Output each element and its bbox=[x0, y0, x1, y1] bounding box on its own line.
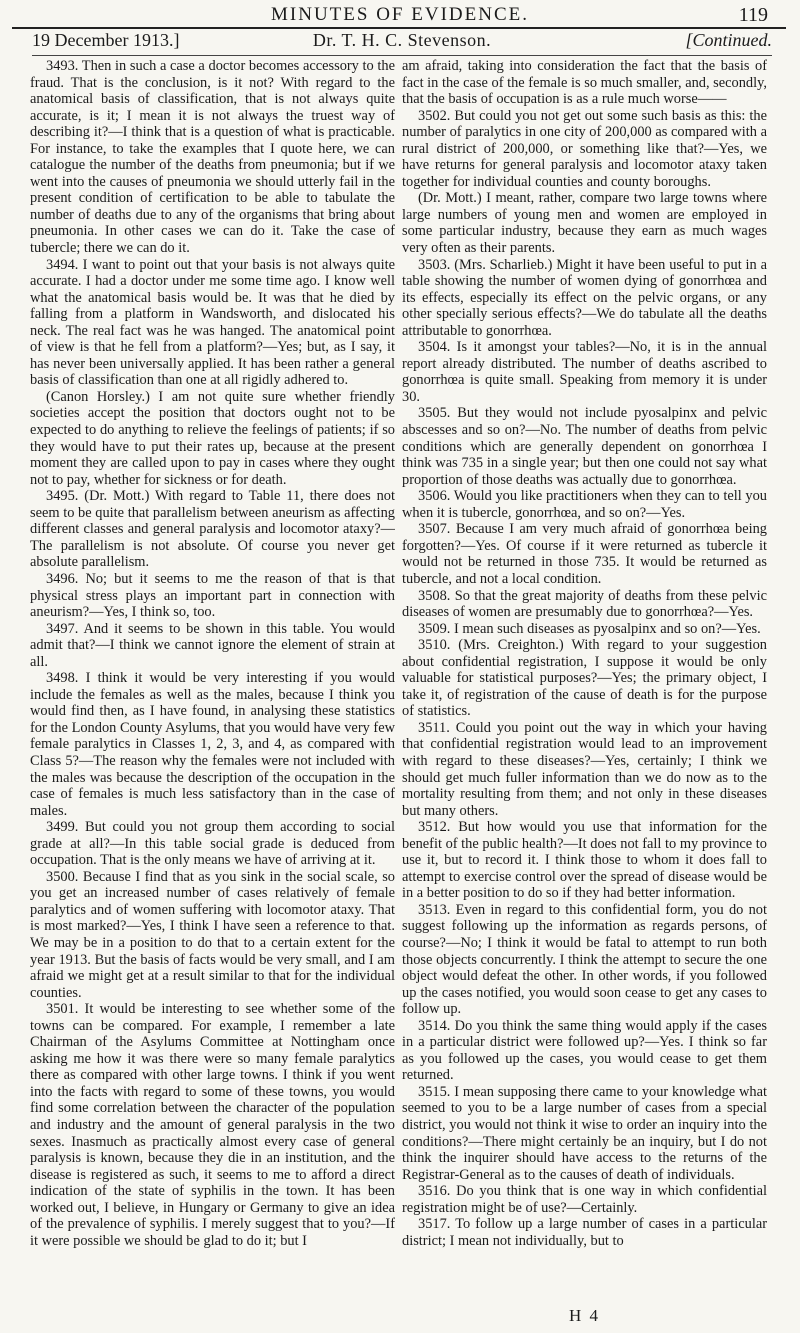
paragraph: 3514. Do you think the same thing would apply if the cases in a particular district were followed up?—Yes. I think so far as you followed up the cases, you would cease to get them returned. bbox=[402, 1017, 767, 1084]
paragraph: am afraid, taking into consideration the fact that the basis of fact in the case of the female is so much smaller, and, secondly, that the basis of occupation is as a rule much worse—— bbox=[402, 58, 767, 108]
paragraph: 3512. But how would you use that information for the benefit of the public health?—It does not fall to my province to use it, but to record it. I think those to whom it does fall to attempt to exercise control over the spread of disease would be in a better position to do so if they had better information. bbox=[402, 819, 767, 902]
header-rule bbox=[12, 27, 786, 29]
paragraph: 3493. Then in such a case a doctor becomes accessory to the fraud. That is the conclusion, is it not? With regard to the anatomical basis of classification, that is not always quite accurate, is it; I mean it is not always the truest way of describing it?—I think that is a question of what is practicable. For instance, to take the examples that I quote here, we can catalogue the number of the deaths from pneumonia; but if we went into the causes of pneumonia we should utterly fail in the present condition of certification to be able to tabulate the number of deaths due to any of the organisms that bring about pneumonia. In other cases we can do it. Take the case of tubercle; there we can do it. bbox=[30, 58, 395, 257]
continued-label: [Continued. bbox=[685, 30, 772, 50]
paragraph: (Dr. Mott.) I meant, rather, compare two large towns where large numbers of young men and women are employed in some particular industry, because they earn as much wages very often as their parents. bbox=[402, 190, 767, 257]
left-column bbox=[30, 58, 395, 1328]
paragraph: 3500. Because I find that as you sink in the social scale, so you get an increased number of cases relatively of female paralytics and of women suffering with locomotor ataxy. That is most marked?—Yes, I think I have seen a reference to that. We may be in a position to do that to a certain extent for the year 1913. But the basis of facts would be very small, and I am afraid we might get at a result similar to that for the individual counties. bbox=[30, 868, 395, 1001]
subheader bbox=[32, 30, 772, 54]
paragraph: 3507. Because I am very much afraid of gonorrhœa being forgotten?—Yes. Of course if it were returned as tubercle it would not be returned in those 735. It would be returned as tubercle, and not a local condition. bbox=[402, 521, 767, 587]
paragraph: 3508. So that the great majority of deaths from these pelvic diseases of women are presumably due to gonorrhœa?—Yes. bbox=[402, 587, 767, 621]
session-date: 19 December 1913.] bbox=[32, 30, 180, 50]
paragraph: 3503. (Mrs. Scharlieb.) Might it have been useful to put in a table showing the number of women dying of gonorrhœa and its effects, especially its effect on the pelvic organs, or any other specially serious effects?—We do tabulate all the deaths attributable to gonorrhœa. bbox=[402, 256, 767, 339]
paragraph: 3502. But could you not get out some such basis as this: the number of paralytics in one city of 200,000 as compared with a rural district of 200,000, or something like that?—Yes, we have returns for general paralysis and locomotor ataxy taken together for individual counties and county boroughs. bbox=[402, 107, 767, 190]
subheader-rule bbox=[32, 55, 772, 56]
paragraph: 3501. It would be interesting to see whether some of the towns can be compared. For example, I remember a late Chairman of the Asylums Committee at Nottingham once asking me how it was there were so many female paralytics there as compared with other large towns. I think if you went into the facts with regard to some of these towns, you would find some correlation between the character of the population and industry and the amount of general paralysis in the two sexes. Inasmuch as practically almost every case of general paralysis is known, because they die in an institution, and the disease is registered as such, it seems to me to afford a direct indication of the state of syphilis in the town. It has been worked out, I believe, in Hungary or Germany to give an idea of the prevalence of syphilis. I merely suggest that to you?—If it were possible we should be glad to do it; but I bbox=[30, 1001, 395, 1249]
paragraph: 3510. (Mrs. Creighton.) With regard to your suggestion about confidential registration, I suppose it would be only valuable for statistical purposes?—Yes; the primary object, I take it, of registration of the cause of death is for the purpose of statistics. bbox=[402, 637, 767, 720]
paragraph: 3495. (Dr. Mott.) With regard to Table 11, there does not seem to be quite that parallelism between aneurism as affecting different classes and general paralysis and locomotor ataxy?—The parallelism is not absolute. Of course you never get absolute parallelism. bbox=[30, 488, 395, 571]
paragraph: 3517. To follow up a large number of cases in a particular district; I mean not individually, but to bbox=[402, 1216, 767, 1249]
paragraph: 3504. Is it amongst your tables?—No, it is in the annual report already distributed. The number of deaths ascribed to gonorrhœa is quite small. Speaking from memory it is under 30. bbox=[402, 339, 767, 405]
paragraph: 3496. No; but it seems to me the reason of that is that physical stress plays an important part in connection with aneurism?—Yes, I think so, too. bbox=[30, 570, 395, 621]
paragraph: 3513. Even in regard to this confidential form, you do not suggest following up the information as regards persons, of course?—No; I think it would be fatal to attempt to run both those objects concurrently. I think the attempt to secure the one object would defeat the other. In other words, if you followed up the cases notified, you would soon cease to get any cases to follow up. bbox=[402, 901, 767, 1018]
paragraph: 3497. And it seems to be shown in this table. You would admit that?—I think we cannot ignore the element of strain at all. bbox=[30, 620, 395, 670]
paragraph: (Canon Horsley.) I am not quite sure whether friendly societies accept the position that doctors ought not to be expected to do anything to relieve the feelings of patients; if so they would have to put their rates up, because at the present moment they are called upon to pay in cases where they ought not to pay, whether for sickness or for death. bbox=[30, 388, 395, 488]
paragraph: 3505. But they would not include pyosalpinx and pelvic abscesses and so on?—No. The number of deaths from pelvic conditions which are generally dependent on gonorrhœa I think was 735 in a single year; but then one could not say what proportion of those deaths was actually due to gonorrhœa. bbox=[402, 405, 767, 488]
paragraph: 3511. Could you point out the way in which your having that confidential registration would lead to an improvement with regard to these diseases?—Yes, certainly; I think we should get much fuller information than we do now as to the mortality resulting from them; and not only in these diseases but many others. bbox=[402, 719, 767, 819]
paragraph: 3509. I mean such diseases as pyosalpinx and so on?—Yes. bbox=[418, 620, 761, 637]
page-number: 119 bbox=[738, 4, 768, 26]
paragraph: 3506. Would you like practitioners when they can to tell you when it is tubercle, gonorrhœa, and so on?—Yes. bbox=[402, 488, 767, 521]
paragraph: 3516. Do you think that is one way in which confidential registration might be of use?—Certainly. bbox=[402, 1183, 767, 1216]
right-column bbox=[402, 58, 767, 1328]
paragraph: 3499. But could you not group them according to social grade at all?—In this table social grade is deduced from occupation. That is the only means we have of arriving at it. bbox=[30, 819, 395, 869]
witness-name: Dr. T. H. C. Stevenson. bbox=[312, 30, 492, 50]
running-title: MINUTES OF EVIDENCE. bbox=[271, 4, 529, 25]
running-head bbox=[0, 4, 800, 28]
paragraph: 3494. I want to point out that your basis is not always quite accurate. I had a doctor under me some time ago. I know well what the anatomical basis would be. It was that he died by falling from a platform in Wandsworth, and dislocated his neck. The real fact was he was hanged. The anatomical point of view is that he fell from a platform?—Yes; but, as I say, it has never been universally applied. It has been rather a general basis of classification than one at all rigidly adhered to. bbox=[30, 256, 395, 389]
paragraph: 3498. I think it would be very interesting if you would include the females as well as the males, because I think you would find then, as I have found, in analysing these statistics for the London County Asylums, that you would have very few female paralytics in Classes 1, 2, 3, and 4, as compared with Class 5?—The reason why the females were not included with the males was because the description of the occupation in the case of females is much less satisfactory than in the case of males. bbox=[30, 670, 395, 819]
signature-mark: H 4 bbox=[568, 1306, 601, 1325]
paragraph: 3515. I mean supposing there came to your knowledge what seemed to you to be a large number of cases from a special district, you would not think it wise to order an inquiry into the conditions?—There might certainly be an inquiry, but I do not think the inquirer should have access to the returns of the Registrar-General as to the causes of death of individuals. bbox=[402, 1083, 767, 1183]
